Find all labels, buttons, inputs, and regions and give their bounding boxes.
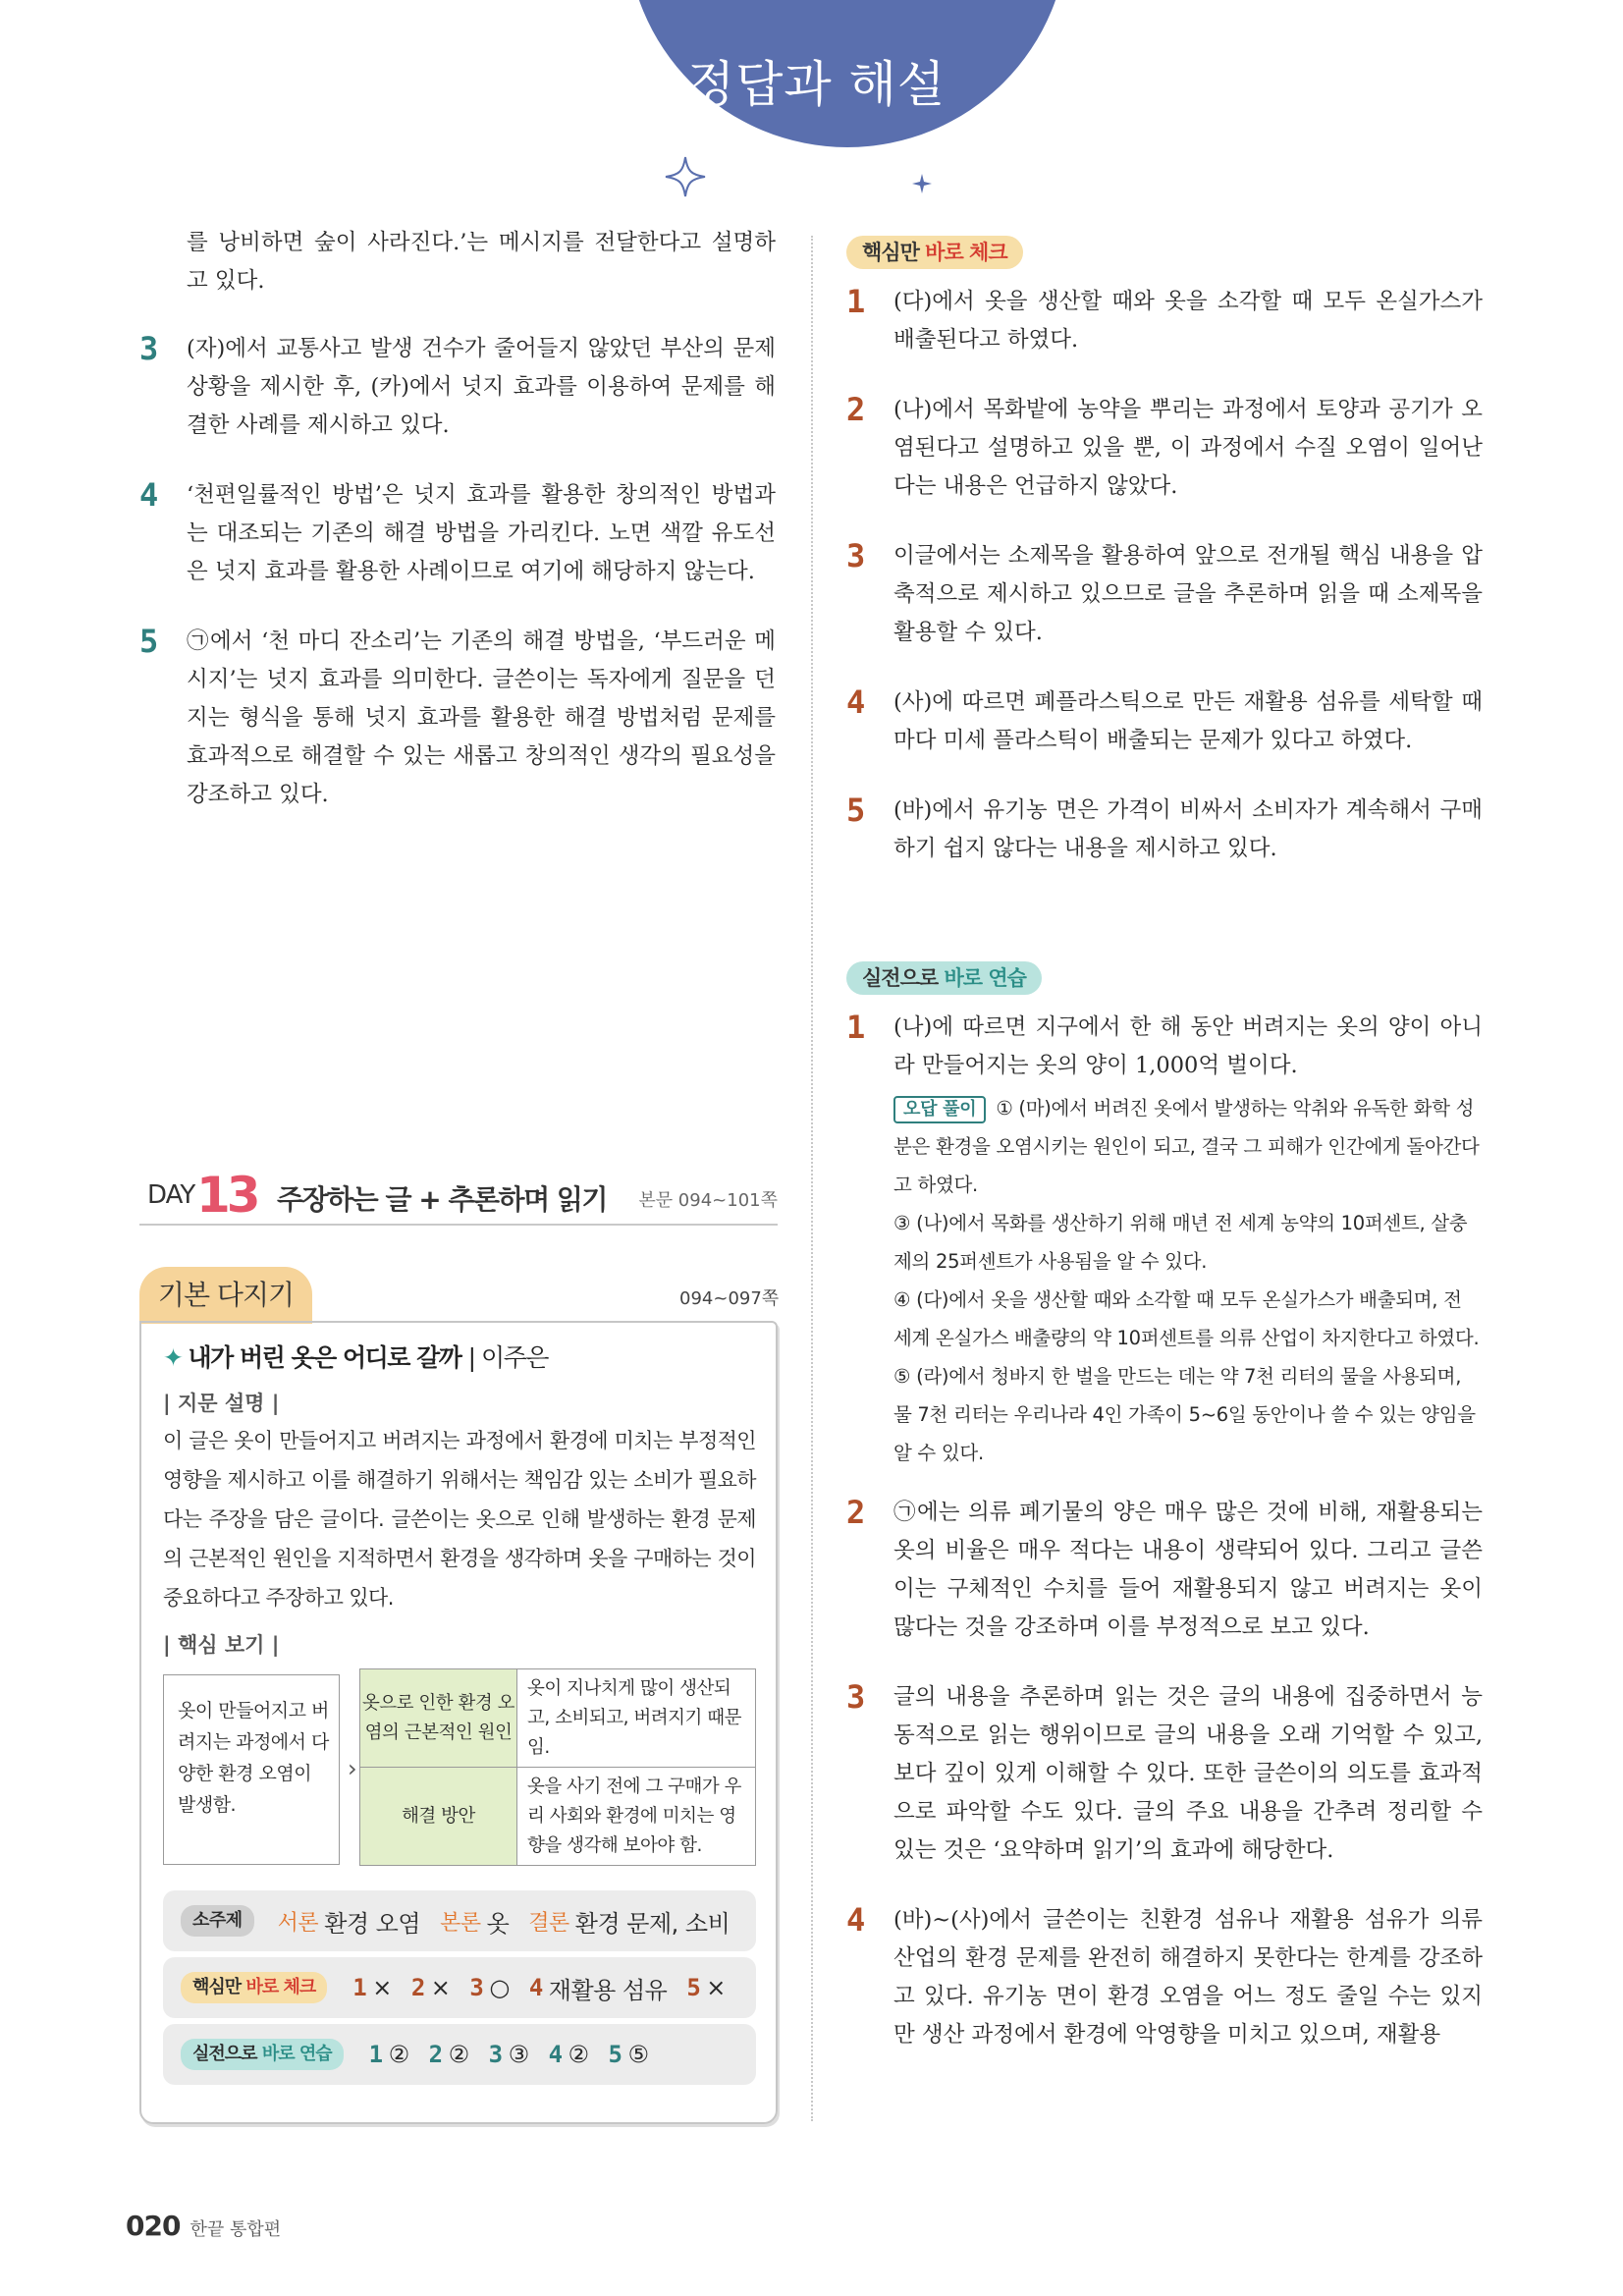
theme-key: 결론 <box>528 1910 569 1936</box>
theme-value: 환경 문제, 소비 <box>574 1909 730 1938</box>
wrong-answer-line: ⑤ (라)에서 청바지 한 벌을 만드는 데는 약 7천 리터의 물을 사용되며, 물 7천 리터는 우리나라 4인 가족이 5~6일 동안이나 쓸 수 있는 양임을 알 수 있다. <box>893 1365 1476 1464</box>
explanation-item-5 <box>139 623 776 814</box>
book-name: 한끝 통합편 <box>189 2219 282 2240</box>
check-item-2 <box>846 391 1483 506</box>
answer-number: 4 <box>528 1974 543 2001</box>
item-number: 4 <box>846 683 866 721</box>
theme-value: 옷 <box>486 1909 510 1938</box>
item-number: 5 <box>139 623 159 660</box>
wrong-answer-explanation <box>846 1089 1483 1472</box>
passage-description-heading: | 지문 설명 | <box>163 1392 280 1415</box>
tab-pages: 094~097쪽 <box>679 1288 780 1309</box>
check-item-1 <box>846 283 1483 359</box>
diagram-premise: 옷이 만들어지고 버려지는 과정에서 다양한 환경 오염이 발생함. <box>163 1674 340 1865</box>
pill-part: 핵심만 <box>862 241 919 264</box>
answer-value: × <box>430 1974 451 2001</box>
answer-value: × <box>706 1974 726 2001</box>
theme-bar <box>163 1890 756 1951</box>
item-text: (바)~(사)에서 글쓴이는 친환경 섬유나 재활용 섬유가 의류 산업의 환경 문제를 완전히 해결하지 못한다는 한계를 강조하고 있다. 유기농 면이 환경 오염을 어느 정도 줄일 수는 있지만 생산 과정에서 환경에 악영향을 미치고 있으며, 재활용 <box>893 1907 1483 2048</box>
check-item-4 <box>846 683 1483 760</box>
wrong-answer-line: ① (마)에서 버려진 옷에서 발생하는 악취와 유독한 화학 성분은 환경을 오염시키는 원인이 되고, 결국 그 피해가 인간에게 돌아간다고 하였다. <box>893 1097 1480 1196</box>
diagram-row <box>360 1669 756 1768</box>
tag-part-accent: 바로 체크 <box>245 1977 316 1997</box>
right-column <box>846 236 1483 2086</box>
day-pages: 본문 094~101쪽 <box>638 1190 778 1211</box>
practice-pill <box>846 961 1042 995</box>
day-title: 주장하는 글 + 추론하며 읽기 <box>277 1183 607 1216</box>
wrong-answer-line: ③ (나)에서 목화를 생산하기 위해 매년 전 세계 농약의 10퍼센트, 살충제의 25퍼센트가 사용됨을 알 수 있다. <box>893 1212 1468 1273</box>
theme-key: 본론 <box>440 1910 481 1936</box>
column-divider <box>811 236 813 2121</box>
item-text: (다)에서 옷을 생산할 때와 옷을 소각할 때 모두 온실가스가 배출된다고 하였다. <box>893 289 1483 353</box>
diagram-table <box>359 1668 756 1866</box>
day-number: 13 <box>196 1167 257 1224</box>
practice-answers-bar <box>163 2024 756 2085</box>
page-footer <box>126 2210 281 2242</box>
theme-value: 환경 오염 <box>324 1909 421 1938</box>
theme-key: 서론 <box>277 1910 319 1936</box>
item-number: 3 <box>846 1678 866 1716</box>
check-tag <box>181 1972 327 2003</box>
diagram-value: 옷을 사기 전에 그 구매가 우리 사회와 환경에 미치는 영향을 생각해 보아야 함. <box>517 1768 756 1866</box>
tag-part-accent: 바로 연습 <box>261 2044 332 2064</box>
basic-tab: 기본 다지기 <box>139 1267 312 1324</box>
answer-number: 4 <box>548 2041 563 2068</box>
item-text: 글의 내용을 추론하며 읽는 것은 글의 내용에 집중하면서 능동적으로 읽는 행위이므로 글의 내용을 오래 기억할 수 있고, 보다 깊이 있게 이해할 수 있다. 또한 글쓴이의 의도를 효과적으로 파악할 수도 있다. 글의 주요 내용을 간추려 정리할 수 있는 것은 ‘요약하며 읽기’의 효과에 해당한다. <box>893 1684 1483 1863</box>
item-number: 3 <box>139 330 159 367</box>
answer-number: 5 <box>608 2041 622 2068</box>
page-header-title: 정답과 해설 <box>686 56 947 113</box>
item-text: ㉠에는 의류 폐기물의 양은 매우 많은 것에 비해, 재활용되는 옷의 비율은 매우 적다는 내용이 생략되어 있다. 그리고 글쓴이는 구체적인 수치를 들어 재활용되지 않고 버려지는 옷이 많다는 것을 강조하며 이를 부정적으로 보고 있다. <box>893 1500 1483 1640</box>
answer-value: ② <box>388 2041 409 2068</box>
tag-part: 핵심만 <box>192 1977 242 1997</box>
key-view-heading: | 핵심 보기 | <box>163 1633 280 1657</box>
item-text: 이글에서는 소제목을 활용하여 앞으로 전개될 핵심 내용을 압축적으로 제시하고 있으므로 글을 추론하며 읽을 때 소제목을 활용할 수 있다. <box>893 543 1483 645</box>
theme-tag: 소주제 <box>181 1905 254 1937</box>
item-number: 4 <box>846 1901 866 1939</box>
explanation-item-4 <box>139 476 776 591</box>
article-name: 내가 버린 옷은 어디로 갈까 <box>188 1343 461 1372</box>
answer-value: ③ <box>508 2041 529 2068</box>
item-number: 5 <box>846 792 866 829</box>
day-label: DAY <box>147 1180 195 1210</box>
answer-number: 3 <box>469 1974 484 2001</box>
practice-item-2 <box>846 1494 1483 1647</box>
page-number: 020 <box>126 2210 181 2242</box>
article-title <box>163 1339 756 1374</box>
passage-description: 이 글은 옷이 만들어지고 버려지는 과정에서 환경에 미치는 부정적인 영향을 제시하고 이를 해결하기 위해서는 책임감 있는 소비가 필요하다는 주장을 담은 글이다. 글쓴이는 옷으로 인해 발생하는 환경 문제의 근본적인 원인을 지적하면서 환경을 생각하며 옷을 구매하는 것이 중요하다고 주장하고 있다. <box>163 1429 756 1610</box>
answer-bars <box>163 1890 756 2085</box>
pill-part-accent: 바로 체크 <box>925 241 1007 264</box>
item-text: (사)에 따르면 폐플라스틱으로 만든 재활용 섬유를 세탁할 때마다 미세 플라스틱이 배출되는 문제가 있다고 하였다. <box>893 689 1483 753</box>
answer-number: 3 <box>488 2041 503 2068</box>
sparkle-small-icon <box>911 173 933 194</box>
diagram-key: 옷으로 인한 환경 오염의 근본적인 원인 <box>360 1669 517 1768</box>
sparkle-icon: ✦ <box>163 1343 183 1372</box>
item-text: ‘천편일률적인 방법’은 넛지 효과를 활용한 창의적인 방법과는 대조되는 기존의 해결 방법을 가리킨다. 노면 색깔 유도선은 넛지 효과를 활용한 사례이므로 여기에 해당하지 않는다. <box>187 482 776 584</box>
answer-number: 2 <box>410 1974 425 2001</box>
wrong-answer-tag: 오답 풀이 <box>893 1096 986 1123</box>
answer-value: 재활용 섬유 <box>548 1976 668 2004</box>
sparkle-icon <box>664 155 707 198</box>
practice-section-title <box>846 961 1483 995</box>
practice-item-3 <box>846 1678 1483 1870</box>
pill-part: 실전으로 <box>862 966 939 990</box>
practice-item-1 <box>846 1009 1483 1085</box>
answer-value: ⑤ <box>627 2041 649 2068</box>
item-number: 4 <box>139 476 159 514</box>
practice-tag <box>181 2039 344 2070</box>
day-header <box>139 1167 778 1226</box>
explanation-item-3 <box>139 330 776 445</box>
wrong-answer-line: ④ (다)에서 옷을 생산할 때와 소각할 때 모두 온실가스가 배출되며, 전 세계 온실가스 배출량의 약 10퍼센트를 의류 산업이 차지한다고 하였다. <box>893 1288 1480 1349</box>
answer-value: ○ <box>489 1974 510 2001</box>
tag-part: 실전으로 <box>192 2044 257 2064</box>
item-number: 1 <box>846 1009 866 1046</box>
answer-number: 1 <box>352 1974 367 2001</box>
check-item-5 <box>846 792 1483 868</box>
item-text: (나)에서 목화밭에 농약을 뿌리는 과정에서 토양과 공기가 오염된다고 설명하고 있을 뿐, 이 과정에서 수질 오염이 일어난다는 내용은 언급하지 않았다. <box>893 397 1483 499</box>
item-text: ㉠에서 ‘천 마디 잔소리’는 기존의 해결 방법을, ‘부드러운 메시지’는 넛지 효과를 의미한다. 글쓴이는 독자에게 질문을 던지는 형식을 통해 넛지 효과를 활용한 해결 방법처럼 문제를 효과적으로 해결할 수 있는 새롭고 창의적인 생각의 필요성을 강조하고 있다. <box>187 629 776 807</box>
summary-box <box>139 1321 778 2124</box>
answer-value: ② <box>448 2041 469 2068</box>
item-text: (나)에 따르면 지구에서 한 해 동안 버려지는 옷의 양이 아니라 만들어지는 옷의 양이 1,000억 벌이다. <box>893 1014 1483 1078</box>
diagram-key: 해결 방안 <box>360 1768 517 1866</box>
check-section-title <box>846 236 1483 269</box>
diagram-row <box>360 1768 756 1866</box>
practice-item-4 <box>846 1901 1483 2054</box>
left-column <box>139 224 776 846</box>
item-number: 2 <box>846 391 866 428</box>
item-number: 1 <box>846 283 866 320</box>
key-diagram <box>163 1668 756 1865</box>
answer-number: 1 <box>368 2041 383 2068</box>
item-number: 2 <box>846 1494 866 1531</box>
chevron-right-icon: › <box>348 1755 357 1782</box>
check-answers-bar <box>163 1957 756 2018</box>
answer-number: 2 <box>428 2041 443 2068</box>
answer-number: 5 <box>686 1974 701 2001</box>
article-author: | 이주은 <box>467 1343 548 1372</box>
item-number: 3 <box>846 537 866 574</box>
item-text: (바)에서 유기농 면은 가격이 비싸서 소비자가 계속해서 구매하기 쉽지 않다는 내용을 제시하고 있다. <box>893 797 1483 861</box>
answer-value: ② <box>568 2041 589 2068</box>
check-pill <box>846 236 1023 269</box>
intro-text: 를 낭비하면 숲이 사라진다.’는 메시지를 전달한다고 설명하고 있다. <box>187 230 776 294</box>
item-text: (자)에서 교통사고 발생 건수가 줄어들지 않았던 부산의 문제 상황을 제시한 후, (카)에서 넛지 효과를 이용하여 문제를 해결한 사례를 제시하고 있다. <box>187 336 776 438</box>
diagram-value: 옷이 지나치게 많이 생산되고, 소비되고, 버려지기 때문임. <box>517 1669 756 1768</box>
pill-part-accent: 바로 연습 <box>944 966 1026 990</box>
check-item-3 <box>846 537 1483 652</box>
answer-value: × <box>372 1974 392 2001</box>
